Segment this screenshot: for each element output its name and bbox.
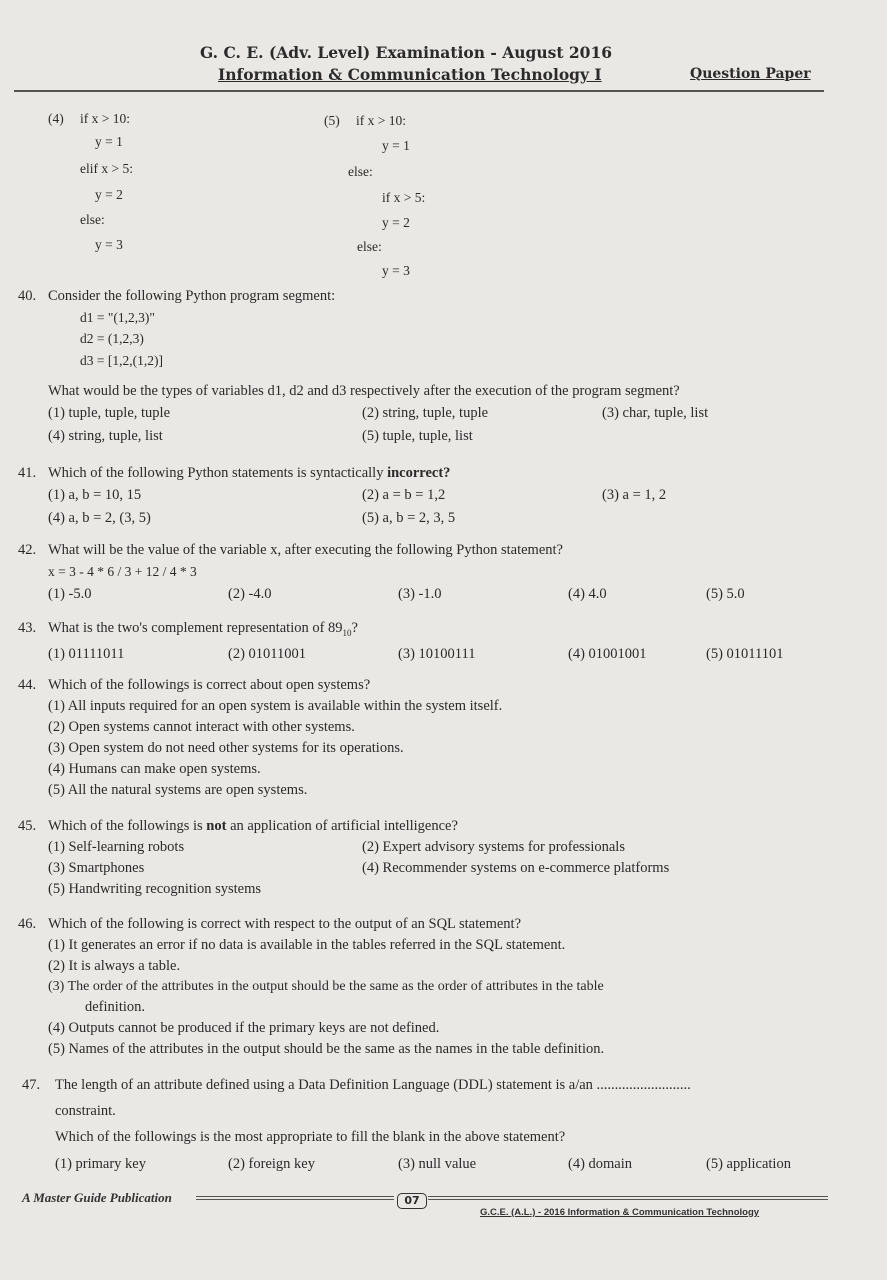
code-line: else:	[80, 212, 105, 227]
option: (4) 01001001	[568, 646, 647, 662]
question-number: 47.	[22, 1077, 41, 1093]
question-stem	[48, 464, 450, 482]
stem-text: Which of the followings is	[48, 818, 207, 834]
option: (1) a, b = 10, 15	[48, 487, 142, 503]
option: (1) -5.0	[48, 586, 92, 602]
footer-rule-right-2	[428, 1199, 828, 1200]
question-number: 46.	[18, 916, 37, 932]
question-number: 45.	[18, 818, 37, 834]
option: (4) Humans can make open systems.	[48, 761, 261, 777]
footer-rule-left	[196, 1196, 394, 1197]
question-text: What would be the types of variables d1, d2 and d3 respectively after the execution of the program segment?	[48, 383, 680, 399]
code-line: if x > 10:	[80, 111, 130, 126]
option: (2) string, tuple, tuple	[362, 405, 489, 421]
code-line: x = 3 - 4 * 6 / 3 + 12 / 4 * 3	[48, 564, 197, 579]
option: (2) Expert advisory systems for professionals	[362, 839, 625, 855]
stem-emphasis: not	[206, 818, 227, 834]
option: (2) It is always a table.	[48, 958, 181, 974]
question-text: Which of the followings is the most appropriate to fill the blank in the above statement?	[55, 1129, 566, 1145]
stem-emphasis: incorrect?	[387, 465, 451, 481]
option: (5) Handwriting recognition systems	[48, 881, 262, 897]
option: (5) application	[706, 1156, 791, 1172]
question-number: 43.	[18, 620, 37, 636]
code-line: elif x > 5:	[80, 161, 133, 176]
question-number: 40.	[18, 288, 37, 304]
question-stem-continuation: constraint.	[55, 1103, 116, 1119]
option: (2) foreign key	[228, 1156, 315, 1172]
option: (4) Recommender systems on e-commerce platforms	[362, 860, 670, 876]
code-line: d3 = [1,2,(1,2)]	[80, 353, 163, 368]
code-line: d2 = (1,2,3)	[80, 331, 144, 346]
option: (3) char, tuple, list	[602, 405, 709, 421]
option: (2) 01011001	[228, 646, 306, 662]
option: (4) 4.0	[568, 586, 607, 602]
code-line: y = 1	[382, 138, 410, 153]
option-number: (5)	[324, 113, 340, 128]
option: (2) a = b = 1,2	[362, 487, 446, 503]
option: (3) 10100111	[398, 646, 476, 662]
publisher-name: A Master Guide Publication	[22, 1190, 172, 1205]
question-stem: Which of the following is correct with respect to the output of an SQL statement?	[48, 916, 521, 932]
question-stem: Consider the following Python program segment:	[48, 288, 336, 304]
question-stem: Which of the followings is correct about open systems?	[48, 677, 371, 693]
option: (5) Names of the attributes in the output should be the same as the names in the table definition.	[48, 1041, 605, 1057]
question-stem: What will be the value of the variable x, after executing the following Python statement?	[48, 542, 563, 558]
question-stem: The length of an attribute defined using a Data Definition Language (DDL) statement is a/an ..........................	[55, 1077, 691, 1093]
option: (3) null value	[398, 1156, 477, 1172]
code-line: y = 2	[382, 215, 410, 230]
code-line: else:	[357, 239, 382, 254]
option: (5) 5.0	[706, 586, 745, 602]
stem-text: an application of artificial intelligence?	[226, 818, 458, 834]
question-number: 41.	[18, 465, 37, 481]
option: (3) Open system do not need other systems for its operations.	[48, 740, 404, 756]
footer-rule-right	[428, 1196, 828, 1197]
option: (3) -1.0	[398, 586, 442, 602]
option: (3) Smartphones	[48, 860, 145, 876]
page-number: 07	[397, 1193, 427, 1209]
option: (5) tuple, tuple, list	[362, 428, 473, 444]
question-stem	[48, 817, 458, 835]
option: (1) All inputs required for an open system is available within the system itself.	[48, 698, 503, 714]
code-line: y = 3	[382, 263, 410, 278]
code-line: else:	[348, 164, 373, 179]
option: (4) a, b = 2, (3, 5)	[48, 510, 151, 526]
option: (4) domain	[568, 1156, 633, 1172]
option: (1) tuple, tuple, tuple	[48, 405, 171, 421]
question-stem	[48, 619, 358, 642]
stem-text: What is the two's complement representation of 89	[48, 620, 343, 636]
option: (3) The order of the attributes in the output should be the same as the order of attributes in the table	[48, 979, 604, 994]
question-number: 42.	[18, 542, 37, 558]
option: (1) Self-learning robots	[48, 839, 185, 855]
code-line: y = 2	[95, 187, 123, 202]
option-continuation: definition.	[85, 999, 146, 1015]
option: (1) primary key	[55, 1156, 146, 1172]
option: (5) 01011101	[706, 646, 784, 662]
question-number: 44.	[18, 677, 37, 693]
subject-title: Information & Communication Technology I	[218, 65, 602, 84]
option: (1) 01111011	[48, 646, 125, 662]
option: (2) Open systems cannot interact with other systems.	[48, 719, 355, 735]
option: (4) string, tuple, list	[48, 428, 163, 444]
footer-subject: G.C.E. (A.L.) - 2016 Information & Communication Technology	[480, 1207, 760, 1218]
option: (1) It generates an error if no data is available in the tables referred in the SQL statement.	[48, 937, 566, 953]
option: (5) a, b = 2, 3, 5	[362, 510, 456, 526]
option-number: (4)	[48, 111, 64, 126]
code-line: y = 1	[95, 134, 123, 149]
option: (2) -4.0	[228, 586, 272, 602]
footer-rule-left-2	[196, 1199, 394, 1200]
code-line: d1 = "(1,2,3)"	[80, 310, 155, 325]
code-line: if x > 5:	[382, 190, 426, 205]
stem-end: ?	[351, 620, 358, 636]
header-rule	[14, 90, 824, 92]
option: (5) All the natural systems are open systems.	[48, 782, 308, 798]
option: (4) Outputs cannot be produced if the primary keys are not defined.	[48, 1020, 440, 1036]
code-line: y = 3	[95, 237, 123, 252]
paper-type-label: Question Paper	[690, 66, 811, 82]
base-subscript: 10	[342, 627, 352, 638]
code-line: if x > 10:	[356, 113, 406, 128]
exam-title: G. C. E. (Adv. Level) Examination - August 2016	[200, 43, 613, 62]
stem-text: Which of the following Python statements is syntactically	[48, 465, 388, 481]
option: (3) a = 1, 2	[602, 487, 667, 503]
